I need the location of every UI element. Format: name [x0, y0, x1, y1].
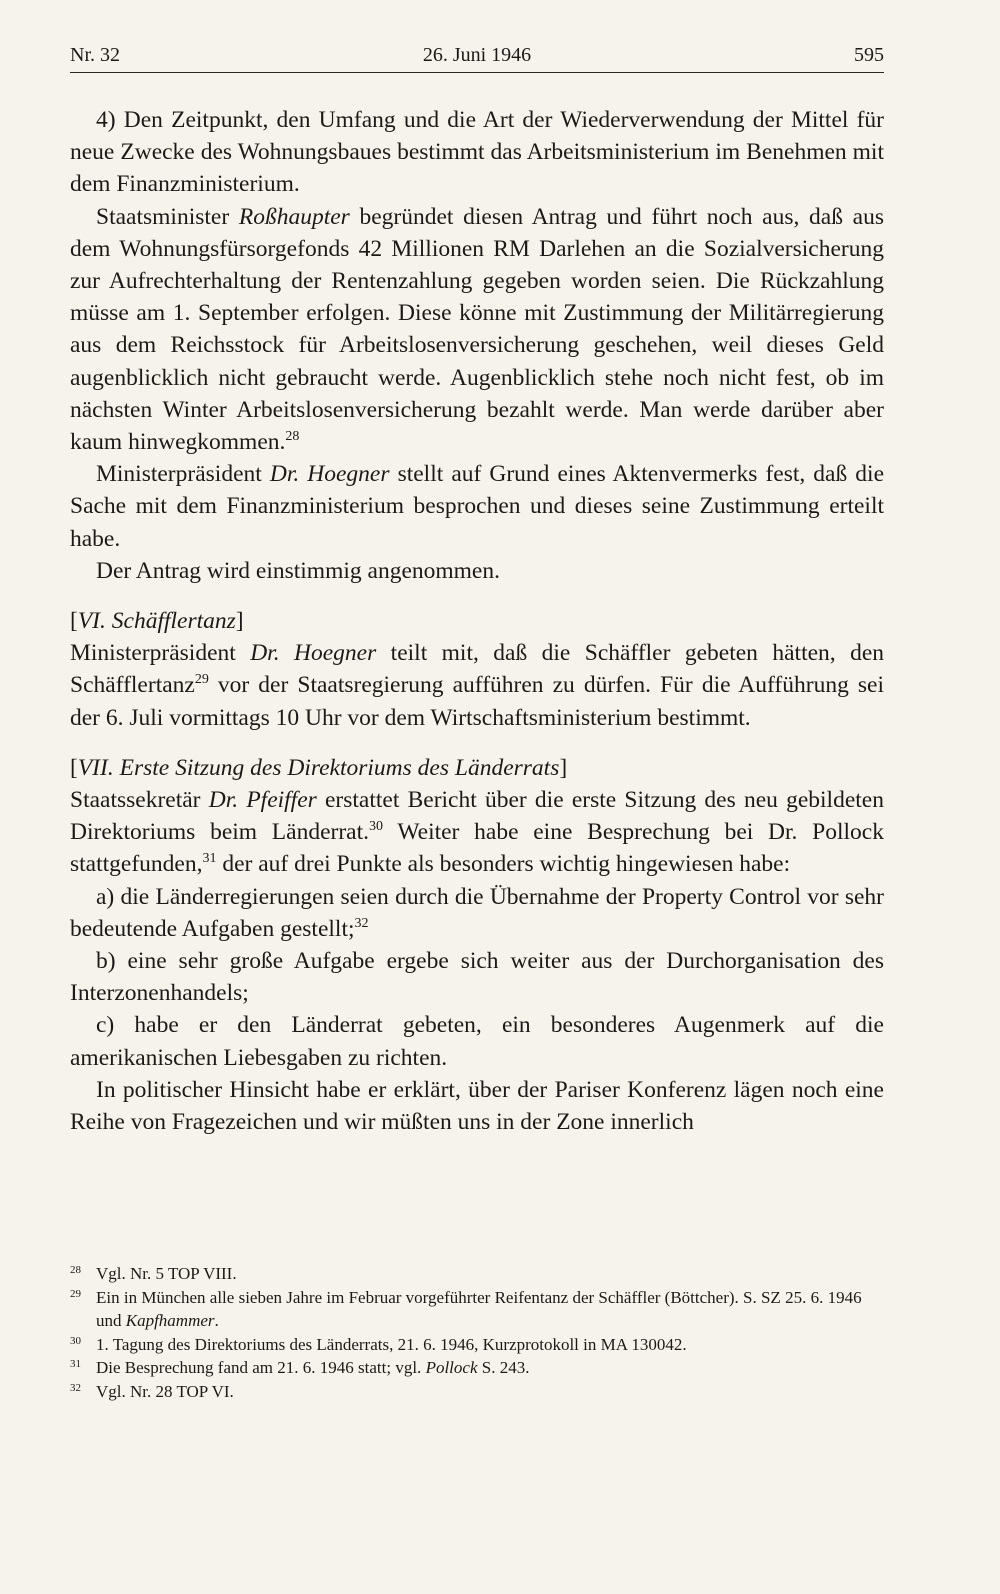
footnote-ref-29: 29: [194, 672, 209, 688]
footnote-ref-30: 30: [369, 819, 384, 835]
paragraph-pfeiffer: Staatssekretär Dr. Pfeiffer erstattet Bericht über die erste Sitzung des neu gebildeten Direktoriums beim Länderrat.$^{30}$ Weiter habe eine Besprechung bei Dr. Pollock stattgefunden,$^{31}$ der auf drei Punkte als besonders wichtig hingewiesen habe:: [70, 787, 884, 878]
paragraph-hoegner-1: Ministerpräsident Dr. Hoegner stellt auf Grund eines Aktenvermerks fest, daß die Sache mit dem Finanzministerium besprochen und dieses seine Zustimmung erteilt habe.: [70, 461, 884, 552]
paragraph-rosshaupter: Staatsminister Roßhaupter begründet diesen Antrag und führt noch aus, daß aus dem Wohnungsfürsorgefonds 42 Millionen RM Darlehen an die Sozialversicherung zur Aufrechterhaltung der Rentenzahlung gegeben worden seien. Die Rückzahlung müsse am 1. September erfolgen. Diese könne mit Zustimmung der Militärregierung aus dem Reichsstock für Arbeitslosenversicherung geschehen, weil dieses Geld augenblicklich nicht gebraucht werde. Augenblicklich stehe noch nicht fest, ob im nächsten Winter Arbeitslosenversicherung bezahlt werde. Man werde darüber aber kaum hinwegkommen.$^{28}$: [70, 203, 884, 456]
speaker-name: Dr. Hoegner: [250, 640, 377, 667]
speaker-name: Dr. Pfeiffer: [208, 787, 317, 814]
paragraph-hoegner-2: Ministerpräsident Dr. Hoegner teilt mit, daß die Schäffler gebeten hätten, den Schäfflertanz$^{29}$ vor der Staatsregierung aufführen zu dürfen. Für die Aufführung sei der 6. Juli vormittags 10 Uhr vor dem Wirtschaftsministerium bestimmt.: [70, 640, 884, 731]
footnote-ref-28: 28: [285, 429, 300, 445]
speaker-name: Roßhaupter: [238, 203, 350, 230]
speaker-name: Dr. Hoegner: [269, 461, 390, 488]
main-text: [70, 104, 884, 1138]
footnote-30: 30 1. Tagung des Direktoriums des Länderrats, 21. 6. 1946, Kurzprotokoll in MA 130042.: [70, 1334, 687, 1354]
running-header: [70, 44, 884, 73]
footnote-29: 29 Ein in München alle sieben Jahre im Februar vorgeführter Reifentanz der Schäffler (Böttcher). S. SZ 25. 6. 1946 und Kapfhammer.: [70, 1287, 862, 1330]
paragraph-item-4: 4) Den Zeitpunkt, den Umfang und die Art der Wiederverwendung der Mittel für neue Zwecke des Wohnungsbaues bestimmt das Arbeitsministerium im Benehmen mit dem Finanzministerium.: [70, 107, 884, 198]
footnote-ref-31: 31: [202, 851, 217, 867]
section-heading-vii: [VII. Erste Sitzung des Direktoriums des Länderrats]: [70, 754, 568, 781]
list-item-a: a) die Länderregierungen seien durch die Übernahme der Property Control vor sehr bedeutende Aufgaben gestellt;$^{32}$: [70, 883, 884, 942]
list-item-c: c) habe er den Länderrat gebeten, ein besonderes Augenmerk auf die amerikanischen Liebesgaben zu richten.: [70, 1012, 884, 1071]
footnote-ref-32: 32: [354, 915, 369, 931]
footnote-31: 31 Die Besprechung fand am 21. 6. 1946 statt; vgl. Pollock S. 243.: [70, 1358, 530, 1377]
paragraph-political: In politischer Hinsicht habe er erklärt, über der Pariser Konferenz lägen noch eine Reihe von Fragezeichen und wir müßten uns in der Zone innerlich: [70, 1076, 884, 1136]
footnote-32: 32 Vgl. Nr. 28 TOP VI.: [70, 1381, 234, 1401]
paragraph-resolution: Der Antrag wird einstimmig angenommen.: [96, 557, 500, 584]
section-heading-vi: [VI. Schäfflertanz]: [70, 608, 244, 635]
list-item-b: b) eine sehr große Aufgabe ergebe sich weiter aus der Durchorganisation des Interzonenhandels;: [70, 948, 884, 1007]
page-number: 595: [854, 44, 884, 66]
footnotes: [70, 1262, 884, 1403]
document-number: Nr. 32: [70, 44, 120, 66]
document-date: 26. Juni 1946: [422, 44, 532, 66]
footnote-28: 28 Vgl. Nr. 5 TOP VIII.: [70, 1264, 237, 1283]
